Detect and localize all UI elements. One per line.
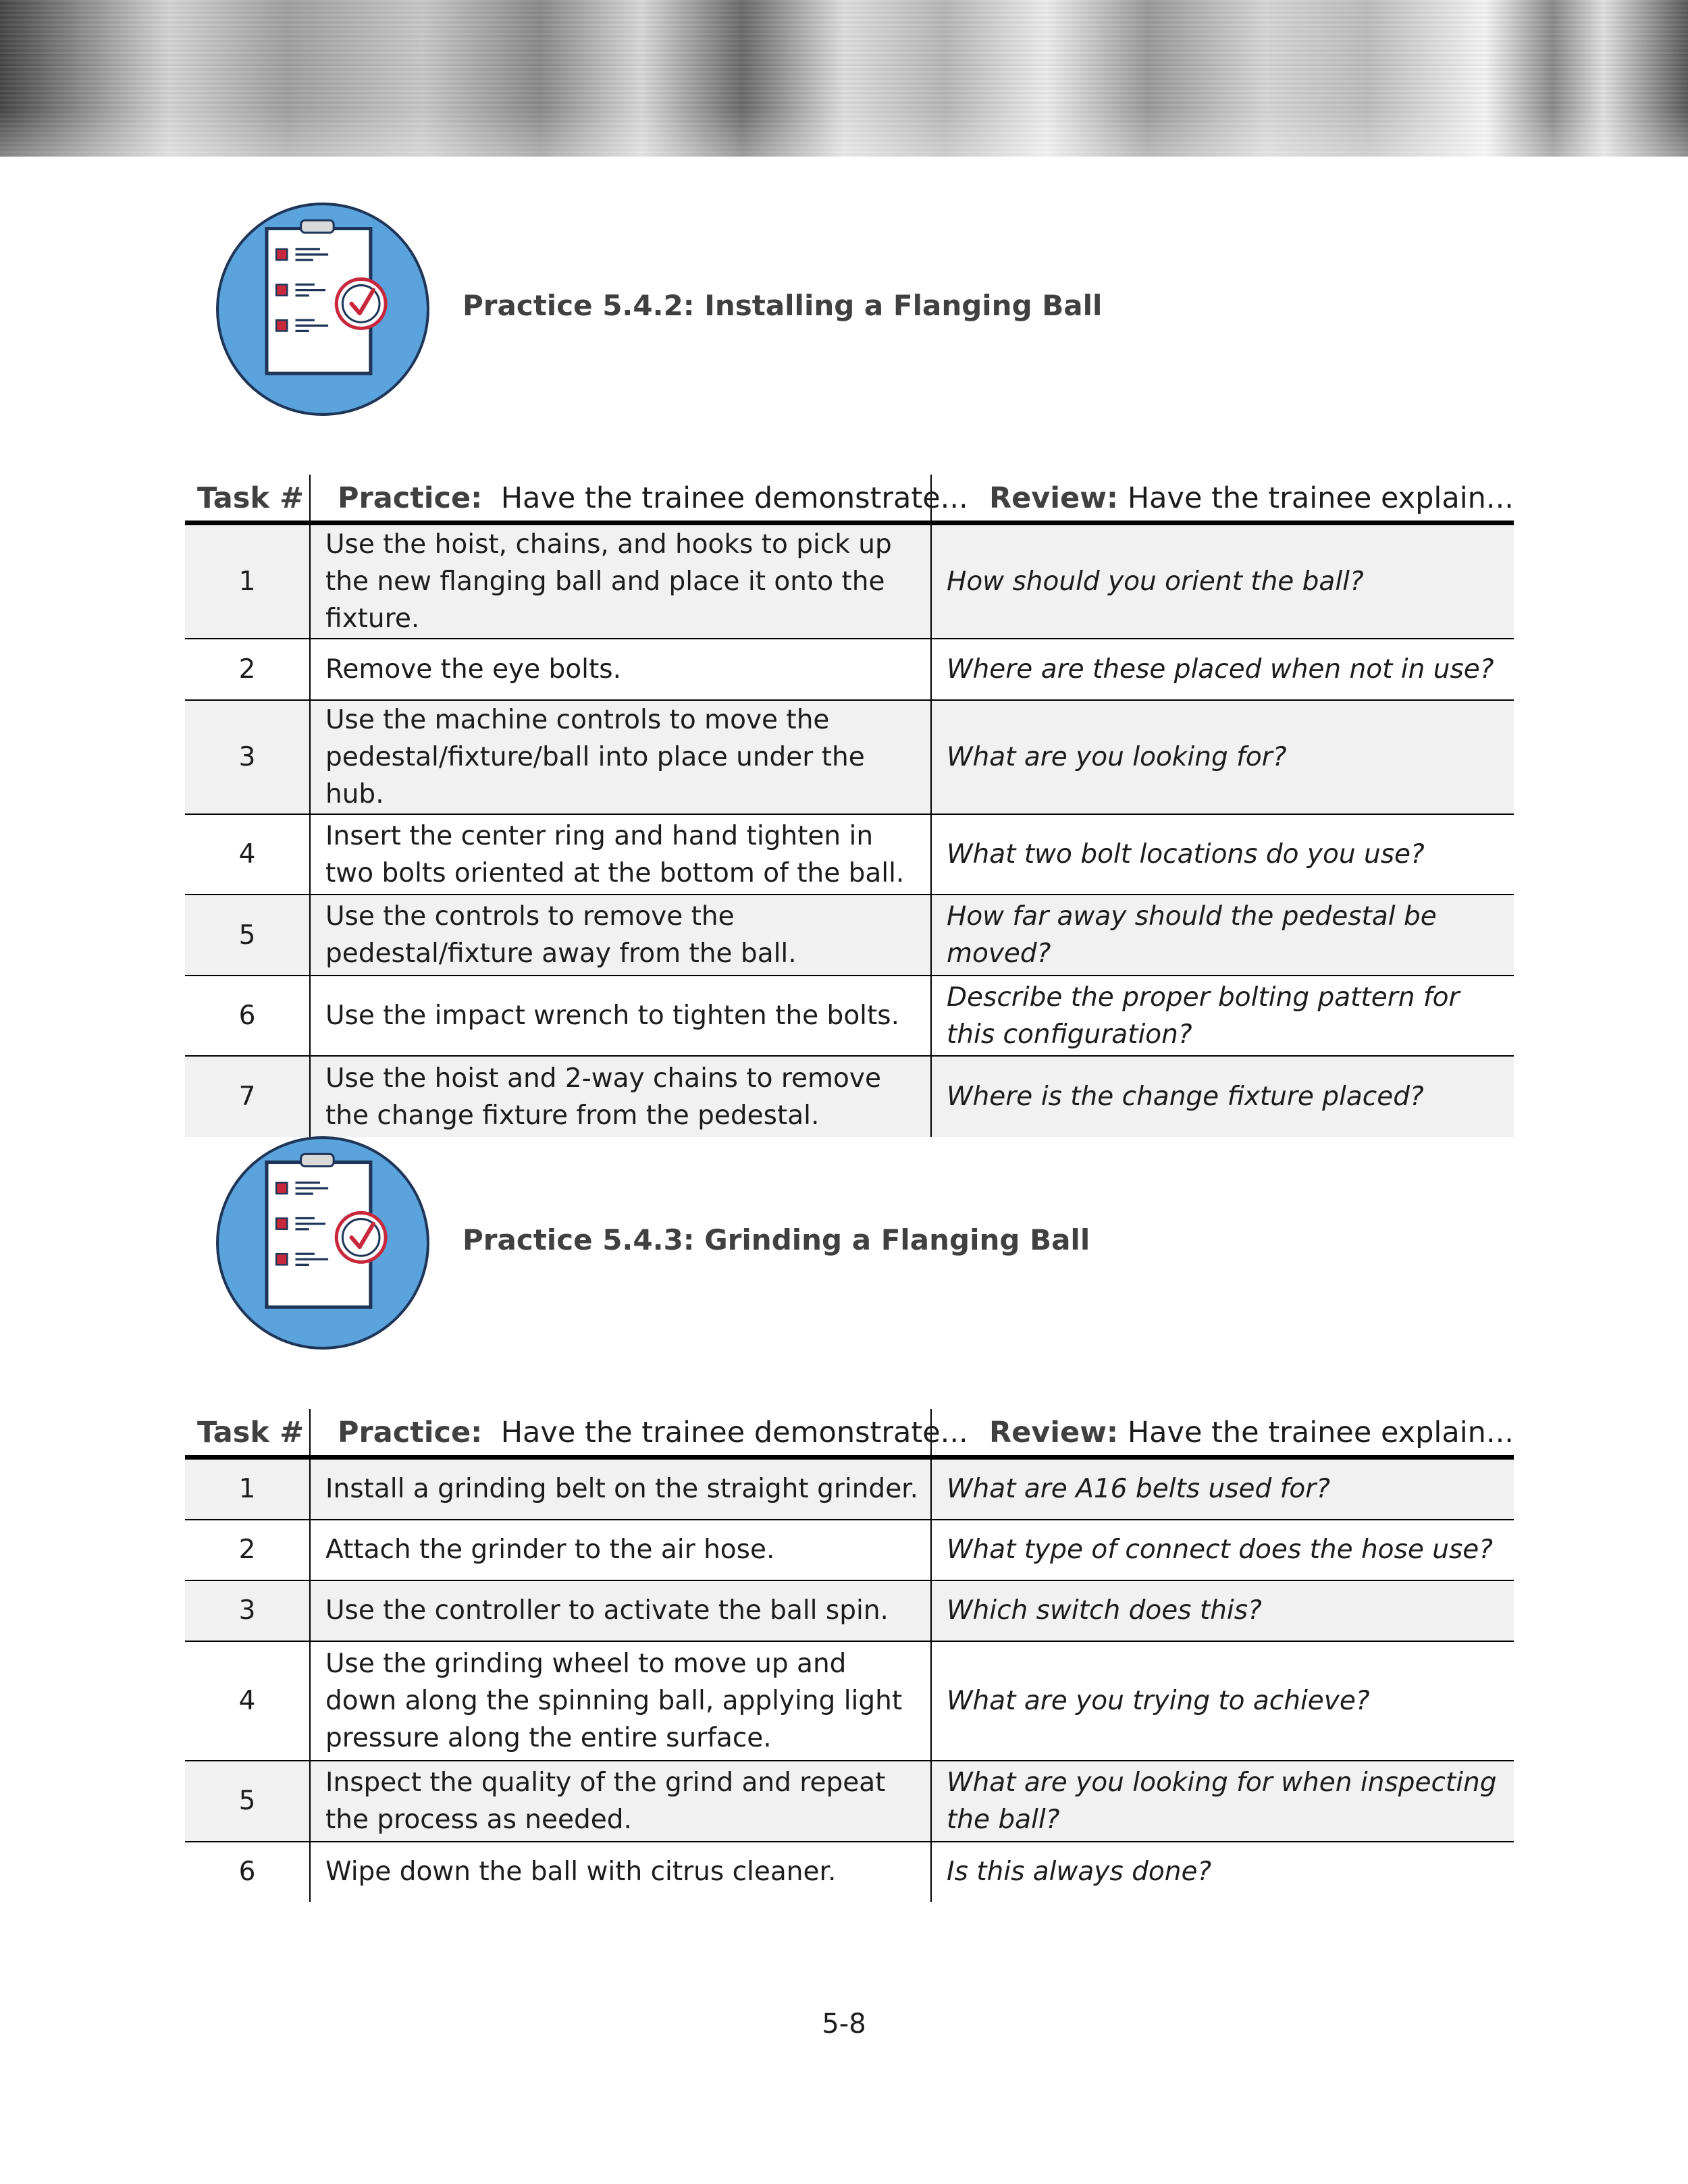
- practice-header-text: Have the trainee demonstrate...: [500, 481, 968, 515]
- practice-title-2: Practice 5.4.3: Grinding a Flanging Ball: [463, 1223, 1090, 1256]
- task-number: 4: [185, 814, 310, 895]
- practice-header: [310, 475, 968, 523]
- table-row: [185, 1458, 1514, 1520]
- task-number: 6: [185, 976, 310, 1056]
- task-number: 4: [185, 1641, 310, 1761]
- practice-cell: Attach the grinder to the air hose.: [310, 1520, 931, 1580]
- table-row: [185, 1842, 1514, 1902]
- table-row: [185, 1641, 1514, 1761]
- practice-cell: Wipe down the ball with citrus cleaner.: [310, 1842, 931, 1902]
- table-row: [185, 1761, 1514, 1842]
- practice-cell: Insert the center ring and hand tighten in two bolts oriented at the bottom of the ball.: [310, 814, 931, 895]
- review-cell: What are A16 belts used for?: [931, 1458, 1514, 1520]
- practice-cell: Use the hoist and 2-way chains to remove the change fixture from the pedestal.: [310, 1056, 931, 1137]
- checklist-icon: [213, 200, 432, 419]
- task-number: 2: [185, 639, 310, 700]
- review-cell: What are you trying to achieve?: [931, 1641, 1514, 1761]
- task-number: 6: [185, 1842, 310, 1902]
- review-cell: Is this always done?: [947, 1857, 1212, 1887]
- table-row: [185, 639, 1514, 700]
- review-cell: What are you looking for when inspecting the ball?: [931, 1761, 1514, 1842]
- review-cell: What type of connect does the hose use?: [931, 1520, 1514, 1580]
- review-header-bold: Review:: [989, 1416, 1119, 1449]
- page-number: 5-8: [822, 2008, 866, 2040]
- table-row: [185, 1056, 1514, 1137]
- header-banner: [0, 0, 1688, 157]
- checklist-icon: [213, 1134, 432, 1352]
- practice-cell: Use the hoist, chains, and hooks to pick up the new flanging ball and place it onto the fixture.: [310, 523, 931, 639]
- practice-table-2: [185, 1409, 1514, 1902]
- review-header: [931, 1409, 1514, 1458]
- practice-cell: Use the machine controls to move the pedestal/fixture/ball into place under the hub.: [310, 700, 931, 814]
- table-header-row: [185, 475, 1514, 523]
- task-number: 3: [185, 700, 310, 814]
- task-number: 5: [185, 895, 310, 976]
- practice-title-1: Practice 5.4.2: Installing a Flanging Ball: [463, 289, 1103, 322]
- review-header: [931, 475, 1514, 523]
- table-row: [185, 1520, 1514, 1580]
- review-header-bold: Review:: [989, 481, 1119, 515]
- practice-cell: Install a grinding belt on the straight grinder.: [310, 1458, 931, 1520]
- review-cell: How far away should the pedestal be moved?: [931, 895, 1514, 976]
- practice-cell: Inspect the quality of the grind and repeat the process as needed.: [310, 1761, 931, 1842]
- table-row: [185, 895, 1514, 976]
- practice-cell: Use the impact wrench to tighten the bolts.: [310, 976, 931, 1056]
- practice-cell: Use the controls to remove the pedestal/fixture away from the ball.: [310, 895, 931, 976]
- table-row: [185, 814, 1514, 895]
- practice-header-text: Have the trainee demonstrate...: [500, 1416, 968, 1449]
- practice-header: [310, 1409, 968, 1458]
- task-number: 3: [185, 1580, 310, 1641]
- review-cell: Describe the proper bolting pattern for this configuration?: [931, 976, 1514, 1056]
- review-header-text: Have the trainee explain...: [1127, 1416, 1514, 1449]
- practice-header-bold: Practice:: [338, 1416, 483, 1449]
- practice-table-1: [185, 475, 1514, 1137]
- task-number-header: Task #: [185, 1409, 310, 1458]
- practice-cell: Use the controller to activate the ball spin.: [310, 1580, 931, 1641]
- task-number: 7: [185, 1056, 310, 1137]
- review-cell: How should you orient the ball?: [931, 523, 1514, 639]
- review-cell: Where are these placed when not in use?: [931, 639, 1514, 700]
- review-cell: What two bolt locations do you use?: [931, 814, 1514, 895]
- task-number-header: Task #: [185, 475, 310, 523]
- review-header-text: Have the trainee explain...: [1127, 481, 1514, 515]
- table-row: [185, 1580, 1514, 1641]
- task-number: 1: [185, 523, 310, 639]
- practice-header-bold: Practice:: [338, 481, 483, 515]
- review-cell: What are you looking for?: [931, 700, 1514, 814]
- review-cell: Which switch does this?: [931, 1580, 1514, 1641]
- table-row: [185, 976, 1514, 1056]
- task-number: 2: [185, 1520, 310, 1580]
- task-number: 5: [185, 1761, 310, 1842]
- table-row: [185, 700, 1514, 814]
- review-cell: Where is the change fixture placed?: [931, 1056, 1514, 1137]
- task-number: 1: [185, 1458, 310, 1520]
- practice-cell: Remove the eye bolts.: [310, 639, 931, 700]
- table-row: [185, 523, 1514, 639]
- practice-cell: Use the grinding wheel to move up and down along the spinning ball, applying light pressure along the entire surface.: [310, 1641, 931, 1761]
- table-header-row: [185, 1409, 1514, 1458]
